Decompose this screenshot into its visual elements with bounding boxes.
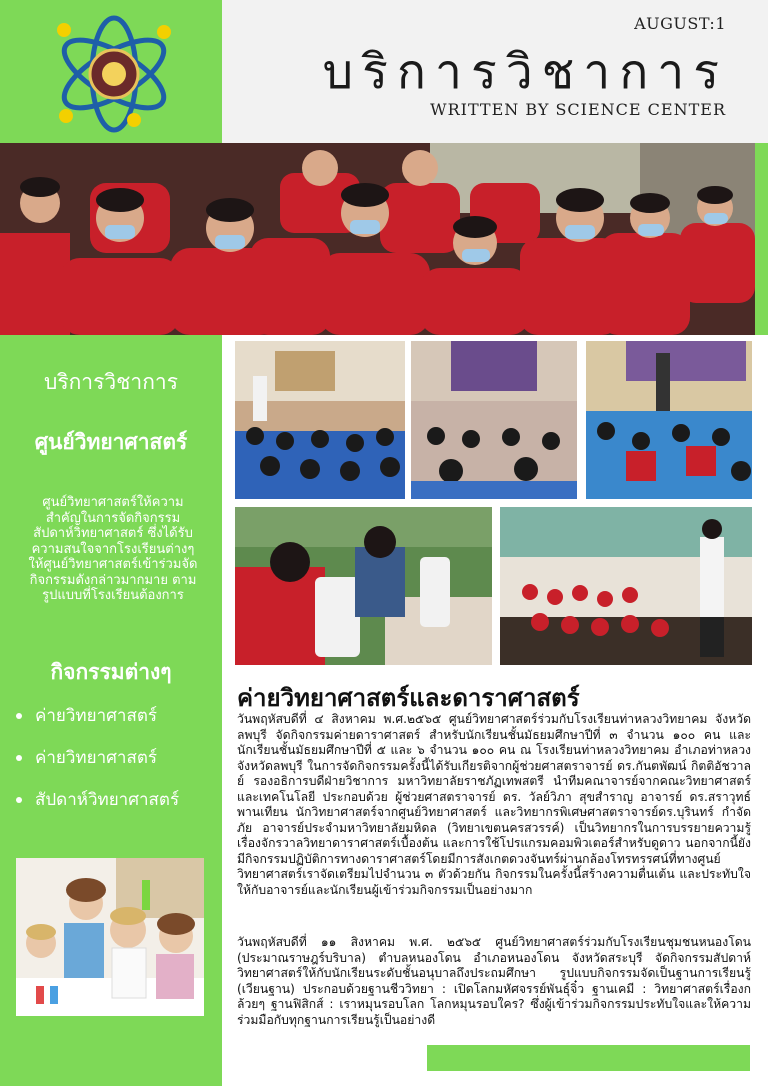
issue-date: AUGUST:1 <box>634 14 726 33</box>
bullet-icon <box>16 797 22 803</box>
photo-activity-hall-2 <box>411 341 577 499</box>
bullet-icon <box>16 755 22 761</box>
article-title: ค่ายวิทยาศาสตร์และดาราศาสตร์ <box>237 684 580 712</box>
science-center-logo <box>46 12 182 136</box>
sidebar-subtitle: ศูนย์วิทยาศาสตร์ <box>34 430 188 454</box>
header <box>222 0 768 143</box>
footer-accent-bar <box>427 1045 750 1071</box>
article-paragraph-2: วันพฤหัสบดีที่ ๑๑ สิงหาคม พ.ศ. ๒๕๖๕ ศูนย์วิทยาศาสตร์ร่วมกับโรงเรียนชุมชนหนองโดน (ประมาณราษฎร์บริบาล) ตำบลหนองโดน อำเภอหนองโดน จังหวัดสระบุรี จัดกิจกรรมสัปดาห์วิทยาศาสตร์ให้กับนักเรียนระดับชั้นอนุบาลถึงประถมศึกษา รูปแบบกิจกรรมจัดเป็นฐานการเรียนรู้ (เวียนฐาน) ประกอบด้วยฐานชีววิทยา : เปิดโลกมหัศจรรย์พันธุ์จิ๋ว ฐานเคมี : วิทยาศาสตร์เรื่องกล้วยๆ ฐานฟิสิกส์ : เราหมุนรอบโลก โลกหมุนรอบใคร? ซึ่งผู้เข้าร่วมกิจกรรมประทับใจและให้ความร่วมมือกับทุกฐานการเรียนรู้เป็นอย่างดี <box>237 935 751 1027</box>
activities-heading: กิจกรรมต่างๆ <box>50 660 172 684</box>
hero-photo-students <box>0 143 768 335</box>
list-item: ค่ายวิทยาศาสตร์ <box>16 702 179 724</box>
photo-classroom-presenter <box>500 507 752 665</box>
bullet-icon <box>16 713 22 719</box>
photo-kids-science <box>16 858 204 1016</box>
byline: WRITTEN BY SCIENCE CENTER <box>430 100 726 119</box>
sidebar-description: ศูนย์วิทยาศาสตร์ให้ความสำคัญในการจัดกิจกรรมสัปดาห์วิทยาศาสตร์ ซึ่งได้รับความสนใจจากโรงเรียนต่างๆ ให้ศูนย์วิทยาศาสตร์เข้าร่วมจัดกิจกรรมดังกล่าวมากมาย ตามรูปแบบที่โรงเรียนต้องการ <box>28 495 198 603</box>
sidebar-title: บริการวิชาการ <box>43 370 179 394</box>
activities-list <box>16 702 179 828</box>
photo-microscope-lab <box>235 507 492 665</box>
photo-activity-hall-3 <box>586 341 752 499</box>
photo-activity-hall-1 <box>235 341 405 499</box>
list-item: ค่ายวิทยาศาสตร์ <box>16 744 179 766</box>
newsletter-title: บริการวิชาการ <box>322 44 728 100</box>
accent-strip <box>755 143 768 335</box>
list-item: สัปดาห์วิทยาศาสตร์ <box>16 786 179 808</box>
article-paragraph-1: วันพฤหัสบดีที่ ๔ สิงหาคม พ.ศ.๒๕๖๕ ศูนย์วิทยาศาสตร์ร่วมกับโรงเรียนท่าหลวงวิทยาคม จังหวัดลพบุรี จัดกิจกรรมค่ายดาราศาสตร์ สำหรับนักเรียนชั้นมัธยมศึกษาปีที่ ๓ จำนวน ๑๐๐ คน และนักเรียนชั้นมัธยมศึกษาปีที่ ๕ และ ๖ จำนวน ๑๐๐ คน ณ โรงเรียนท่าหลวงวิทยาคม อำเภอท่าหลวง จังหวัดลพบุรี ในการจัดกิจกรรมครั้งนี้ได้รับเกียรติจากผู้ช่วยศาสตราจารย์ ดร.กันตพัฒน์ กิตติอัชวาลย์ รองอธิการบดีฝ่ายวิชาการ มหาวิทยาลัยราชภัฏเทพสตรี นำทีมคณาจารย์จากคณะวิทยาศาสตร์และเทคโนโลยี ประกอบด้วย ผู้ช่วยศาสตราจารย์ ดร. วัลย์วิภา สุขสำราญ อาจารย์ ดร.สราวุทธ์ พานเทียน นักวิทยาศาสตร์จากศูนย์วิทยาศาสตร์ และวิทยากรพิเศษศาสตราจารย์ดร.บุรินทร์ กำจัดภัย อาจารย์ประจำมหาวิทยาลัยมหิดล (วิทยาเขตนครสวรรค์) เป็นวิทยากรในการบรรยายความรู้เรื่องจักรวาลวิทยาดาราศาสตร์เบื้องต้น และการใช้โปรแกรมคอมพิวเตอร์สำหรับดูดาว นอกจากนี้ยังมีกิจกรรมปฏิบัติการทางดาราศาสตร์โดยมีการสังเกตดวงจันทร์ผ่านกล้องโทรทรรศน์ที่ทางศูนย์วิทยาศาสตร์เราจัดเตรียมไปจำนวน ๓ ตัวด้วยกัน กิจกรรมในครั้งนี้สร้างความตื่นเต้น และประทับใจให้กับอาจารย์และนักเรียนผู้เข้าร่วมกิจกรรมเป็นอย่างมาก <box>237 712 751 897</box>
